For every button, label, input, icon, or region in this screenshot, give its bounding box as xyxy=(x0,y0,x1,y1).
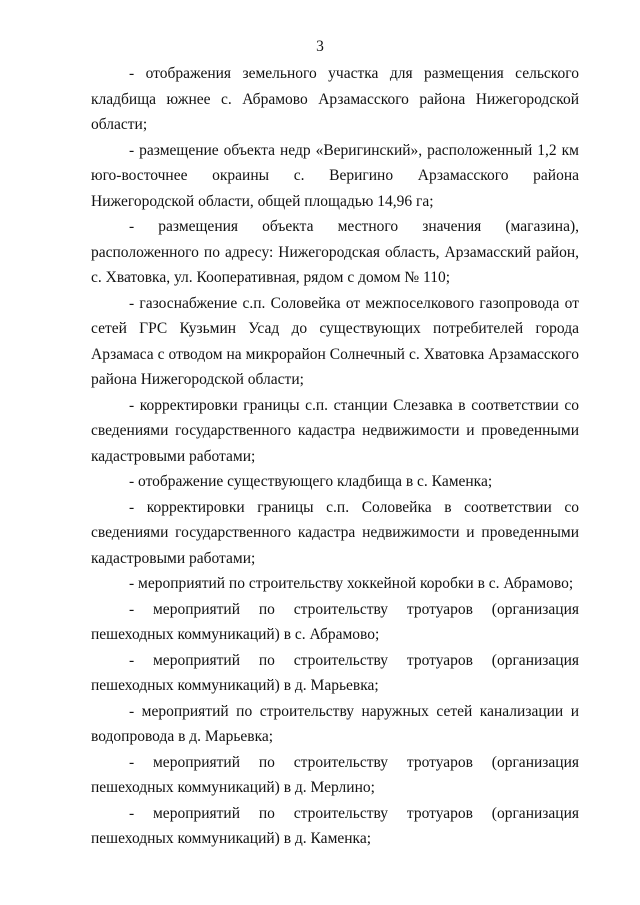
document-body xyxy=(91,61,579,852)
page-number: 3 xyxy=(316,38,324,55)
paragraph-6: - отображение существующего кладбища в с. Каменка; xyxy=(129,473,493,490)
paragraph-4: - газоснабжение с.п. Соловейка от межпоселкового газопровода от сетей ГРС Кузьмин Усад до существующих потребителей города Арзамаса с отводом на микрорайон Солнечный с. Хватовка Арзамасского района Нижегородской области; xyxy=(91,294,579,388)
paragraph-8: - мероприятий по строительству хоккейной коробки в с. Абрамово; xyxy=(129,575,574,592)
paragraph-11: - мероприятий по строительству наружных сетей канализации и водопровода в д. Марьевка; xyxy=(91,702,579,745)
paragraph-3: - размещения объекта местного значения (магазина), расположенного по адресу: Нижегородская область, Арзамасский район, с. Хватовка, ул. Кооперативная, рядом с домом № 110; xyxy=(91,218,579,286)
paragraph-5: - корректировки границы с.п. станции Слезавка в соответствии со сведениями государственного кадастра недвижимости и проведенными кадастровыми работами; xyxy=(91,396,579,465)
paragraph-9: - мероприятий по строительству тротуаров (организация пешеходных коммуникаций) в с. Абрамово; xyxy=(91,600,579,643)
paragraph-1: - отображения земельного участка для размещения сельского кладбища южнее с. Абрамово Арзамасского района Нижегородской области; xyxy=(91,65,579,133)
paragraph-10: - мероприятий по строительству тротуаров (организация пешеходных коммуникаций) в д. Марьевка; xyxy=(91,651,579,694)
paragraph-13: - мероприятий по строительству тротуаров (организация пешеходных коммуникаций) в д. Каменка; xyxy=(91,804,579,847)
paragraph-7: - корректировки границы с.п. Соловейка в соответствии со сведениями государственного кадастра недвижимости и проведенными кадастровыми работами; xyxy=(91,498,579,567)
paragraph-2: - размещение объекта недр «Веригинский», расположенный 1,2 км юго-восточнее окраины с. Веригино Арзамасского района Нижегородской области, общей площадью 14,96 га; xyxy=(91,141,579,210)
paragraph-12: - мероприятий по строительству тротуаров (организация пешеходных коммуникаций) в д. Мерлино; xyxy=(91,753,579,796)
